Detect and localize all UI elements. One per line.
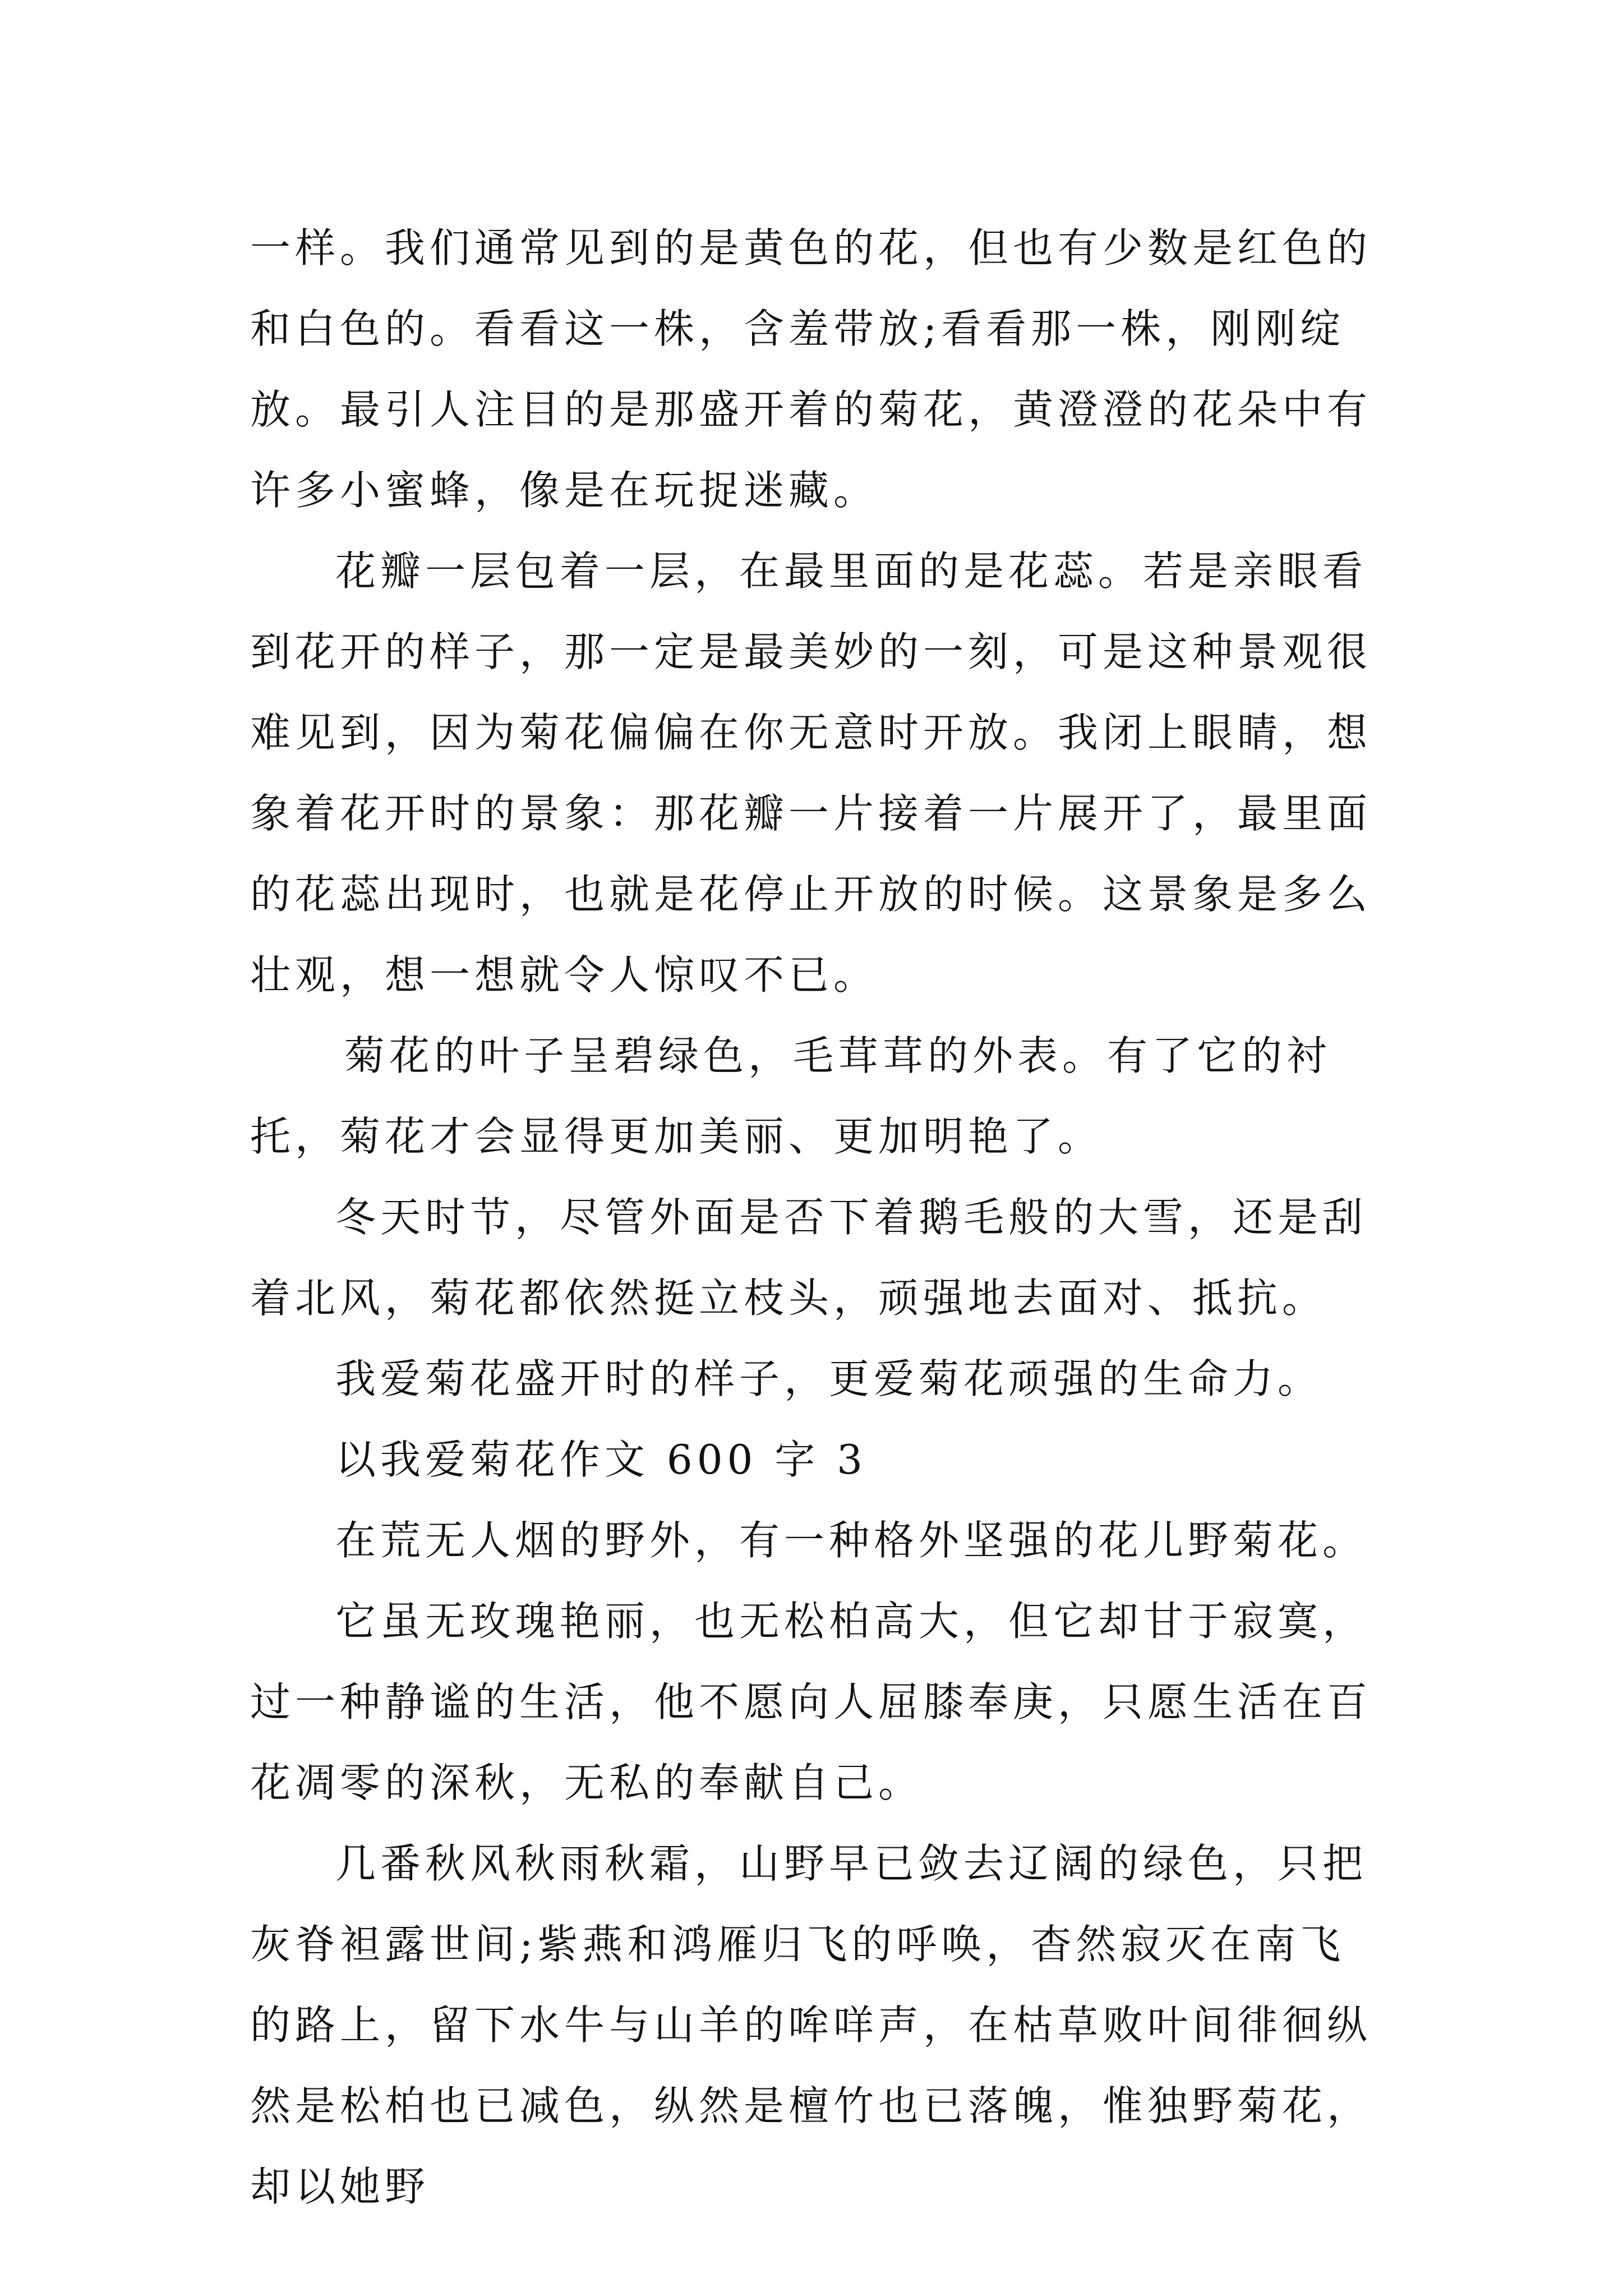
paragraph: 它虽无玫瑰艳丽，也无松柏高大，但它却甘于寂寞，过一种静谧的生活，他不愿向人屈膝奉庚，只愿生活在百花凋零的深秋，无私的奉献自己。 bbox=[250, 1598, 1372, 1806]
paragraph: 一样。我们通常见到的是黄色的花，但也有少数是红色的和白色的。看看这一株，含羞带放;看看那一株，刚刚绽放。最引人注目的是那盛开着的菊花，黄澄澄的花朵中有许多小蜜蜂，像是在玩捉迷藏。 bbox=[250, 224, 1372, 514]
paragraph: 冬天时节，尽管外面是否下着鹅毛般的大雪，还是刮着北风，菊花都依然挺立枝头，顽强地去面对、抵抗。 bbox=[250, 1194, 1368, 1322]
section-heading: 以我爱菊花作文 600 字 3 bbox=[335, 1436, 867, 1483]
paragraph: 菊花的叶子呈碧绿色，毛茸茸的外表。有了它的衬托，菊花才会显得更加美丽、更加明艳了。 bbox=[250, 1032, 1332, 1160]
paragraph: 花瓣一层包着一层，在最里面的是花蕊。若是亲眼看到花开的样子，那一定是最美妙的一刻，可是这种景观很难见到，因为菊花偏偏在你无意时开放。我闭上眼睛，想象着花开时的景象：那花瓣一片接着一片展开了，最里面的花蕊出现时，也就是花停止开放的时候。这景象是多么壮观，想一想就令人惊叹不已。 bbox=[250, 547, 1372, 999]
document-body bbox=[250, 208, 1377, 2227]
paragraph: 在荒无人烟的野外，有一种格外坚强的花儿野菊花。 bbox=[335, 1517, 1368, 1564]
paragraph: 几番秋风秋雨秋霜，山野早已敛去辽阔的绿色，只把灰脊袒露世间;紫燕和鸿雁归飞的呼唤，杳然寂灭在南飞的路上，留下水牛与山羊的哞咩声，在枯草败叶间徘徊纵然是松柏也已减色，纵然是檀竹也已落魄，惟独野菊花，却以她野 bbox=[250, 1840, 1372, 2210]
paragraph: 我爱菊花盛开时的样子，更爱菊花顽强的生命力。 bbox=[335, 1355, 1323, 1402]
